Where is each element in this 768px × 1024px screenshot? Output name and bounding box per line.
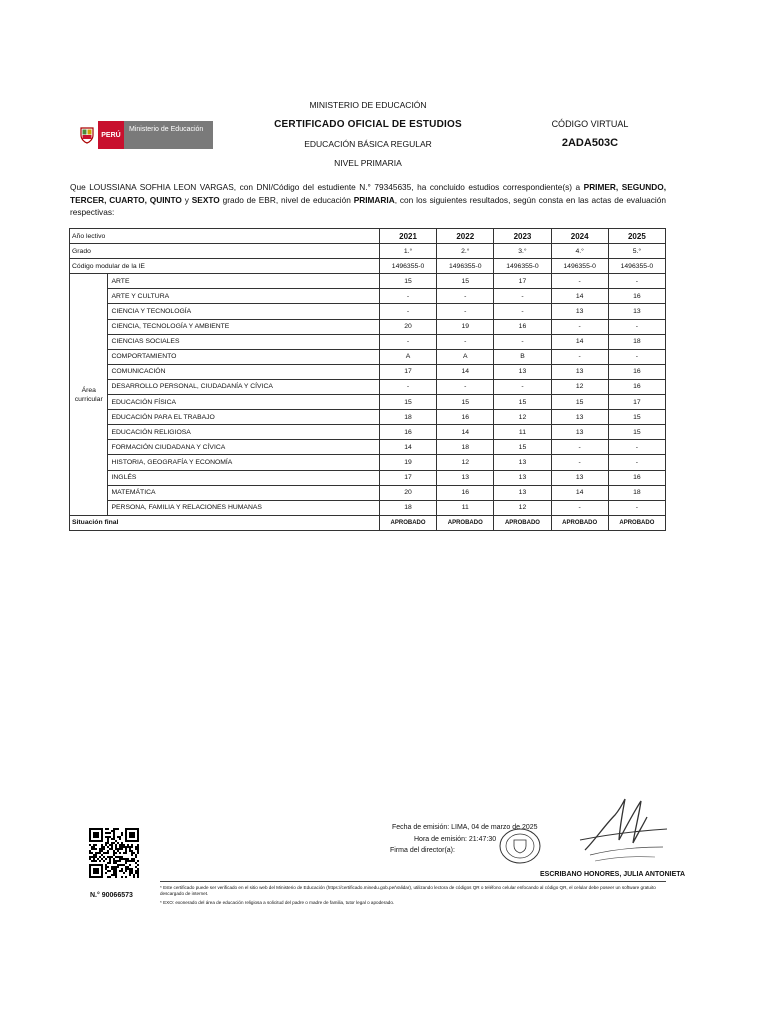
course-grade: 13 xyxy=(494,364,551,379)
logo-ministry: Ministerio de Educación xyxy=(124,121,213,149)
course-grade: - xyxy=(437,334,494,349)
statement-level: PRIMARIA xyxy=(353,194,395,205)
course-grade: - xyxy=(608,500,665,515)
course-grade: 17 xyxy=(379,470,436,485)
course-grade: 12 xyxy=(494,410,551,425)
final-status-row xyxy=(70,515,666,530)
course-grade: - xyxy=(494,334,551,349)
school-year-value: 2024 xyxy=(551,229,608,244)
grade-value: 1.° xyxy=(379,244,436,259)
course-name: CIENCIAS SOCIALES xyxy=(108,334,379,349)
modular-code-value: 1496355-0 xyxy=(494,259,551,274)
course-grade: 16 xyxy=(437,410,494,425)
school-year-value: 2025 xyxy=(608,229,665,244)
grade-value: 4.° xyxy=(551,244,608,259)
certificate-statement xyxy=(70,181,666,219)
course-grade: 19 xyxy=(437,319,494,334)
course-grade: 17 xyxy=(494,274,551,289)
course-grade: - xyxy=(494,304,551,319)
table-row xyxy=(70,470,666,485)
course-grade: 16 xyxy=(608,470,665,485)
course-grade: - xyxy=(608,319,665,334)
final-status-value: APROBADO xyxy=(379,515,436,530)
course-name: COMPORTAMIENTO xyxy=(108,349,379,364)
logo-country: PERÚ xyxy=(98,121,124,149)
course-grade: 13 xyxy=(551,364,608,379)
course-grade: - xyxy=(608,274,665,289)
table-row xyxy=(70,395,666,410)
course-grade: 13 xyxy=(608,304,665,319)
course-grade: - xyxy=(608,440,665,455)
modular-code-value: 1496355-0 xyxy=(437,259,494,274)
course-grade: 14 xyxy=(437,364,494,379)
course-grade: 15 xyxy=(494,440,551,455)
course-grade: - xyxy=(551,455,608,470)
school-year-value: 2022 xyxy=(437,229,494,244)
course-grade: 13 xyxy=(494,470,551,485)
course-name: ARTE xyxy=(108,274,379,289)
course-grade: - xyxy=(551,319,608,334)
course-grade: 17 xyxy=(379,364,436,379)
final-status-value: APROBADO xyxy=(437,515,494,530)
course-name: INGLÉS xyxy=(108,470,379,485)
course-grade: - xyxy=(437,304,494,319)
director-name: ESCRIBANO HONORES, JULIA ANTONIETA xyxy=(540,871,686,878)
serial-number: N.° 90066573 xyxy=(90,892,133,899)
course-grade: 18 xyxy=(437,440,494,455)
education-level: NIVEL PRIMARIA xyxy=(334,158,402,168)
footer-divider xyxy=(160,881,666,882)
course-grade: 14 xyxy=(551,485,608,500)
grade-value: 2.° xyxy=(437,244,494,259)
issue-date: Fecha de emisión: LIMA, 04 de marzo de 2025 xyxy=(392,824,538,831)
education-type: EDUCACIÓN BÁSICA REGULAR xyxy=(304,139,432,149)
final-status-value: APROBADO xyxy=(551,515,608,530)
course-name: MATEMÁTICA xyxy=(108,485,379,500)
minedu-logo xyxy=(76,121,213,149)
statement-part: Que LOUSSIANA SOFHIA LEON VARGAS, con DNI/Código del estudiente N.° 79345635, ha concluido estudios correspondiente(s) a xyxy=(70,182,584,192)
course-grade: 16 xyxy=(437,485,494,500)
modular-code-value: 1496355-0 xyxy=(379,259,436,274)
table-row xyxy=(70,304,666,319)
course-grade: 16 xyxy=(494,319,551,334)
course-grade: 13 xyxy=(437,470,494,485)
course-grade: - xyxy=(379,334,436,349)
course-name: ARTE Y CULTURA xyxy=(108,289,379,304)
virtual-code: 2ADA503C xyxy=(561,137,619,149)
course-grade: - xyxy=(494,289,551,304)
course-grade: - xyxy=(608,455,665,470)
school-year-value: 2021 xyxy=(379,229,436,244)
course-grade: 14 xyxy=(551,334,608,349)
course-grade: 19 xyxy=(379,455,436,470)
course-grade: 13 xyxy=(551,470,608,485)
table-row xyxy=(70,440,666,455)
course-name: COMUNICACIÓN xyxy=(108,364,379,379)
table-row xyxy=(70,334,666,349)
course-grade: 18 xyxy=(379,500,436,515)
course-grade: 18 xyxy=(608,485,665,500)
grades-table xyxy=(69,228,666,531)
course-grade: 12 xyxy=(494,500,551,515)
course-grade: - xyxy=(379,304,436,319)
course-grade: 15 xyxy=(608,410,665,425)
course-name: EDUCACIÓN PARA EL TRABAJO xyxy=(108,410,379,425)
ministry-name: MINISTERIO DE EDUCACIÓN xyxy=(309,100,427,110)
course-grade: 16 xyxy=(608,289,665,304)
course-grade: - xyxy=(379,379,436,394)
course-grade: 15 xyxy=(608,425,665,440)
table-row xyxy=(70,274,666,289)
course-grade: 15 xyxy=(379,274,436,289)
course-grade: 17 xyxy=(608,395,665,410)
statement-grades: PRIMER, SEGUNDO, TERCER, CUARTO, QUINTO xyxy=(70,182,666,205)
course-grade: - xyxy=(551,349,608,364)
modular-code-row xyxy=(70,259,666,274)
course-name: CIENCIA Y TECNOLOGÍA xyxy=(108,304,379,319)
course-name: EDUCACIÓN RELIGIOSA xyxy=(108,425,379,440)
table-row xyxy=(70,425,666,440)
course-grade: 13 xyxy=(551,304,608,319)
course-name: HISTORIA, GEOGRAFÍA Y ECONOMÍA xyxy=(108,455,379,470)
course-grade: 13 xyxy=(494,455,551,470)
course-grade: 15 xyxy=(551,395,608,410)
course-grade: - xyxy=(608,349,665,364)
course-grade: 15 xyxy=(494,395,551,410)
final-status-value: APROBADO xyxy=(494,515,551,530)
course-grade: 11 xyxy=(437,500,494,515)
table-row xyxy=(70,319,666,334)
virtual-code-label: CÓDIGO VIRTUAL xyxy=(551,119,629,129)
course-grade: 15 xyxy=(437,274,494,289)
statement-part: grado de EBR, nivel de educación xyxy=(219,194,354,205)
table-row xyxy=(70,500,666,515)
course-grade: 13 xyxy=(494,485,551,500)
modular-code-label: Código modular de la IE xyxy=(70,259,380,274)
course-grade: - xyxy=(551,274,608,289)
course-grade: 13 xyxy=(551,410,608,425)
table-row xyxy=(70,379,666,394)
final-status-label: Situación final xyxy=(70,515,380,530)
course-grade: - xyxy=(437,379,494,394)
statement-and: y xyxy=(181,194,192,205)
course-grade: A xyxy=(379,349,436,364)
course-grade: - xyxy=(551,500,608,515)
course-grade: A xyxy=(437,349,494,364)
grade-value: 5.° xyxy=(608,244,665,259)
table-row xyxy=(70,289,666,304)
course-grade: 16 xyxy=(379,425,436,440)
course-grade: 16 xyxy=(608,364,665,379)
course-name: EDUCACIÓN FÍSICA xyxy=(108,395,379,410)
course-grade: 14 xyxy=(379,440,436,455)
statement-last-grade: SEXTO xyxy=(191,194,220,205)
final-status-value: APROBADO xyxy=(608,515,665,530)
coat-of-arms-icon xyxy=(76,121,98,149)
course-grade: 13 xyxy=(551,425,608,440)
modular-code-value: 1496355-0 xyxy=(551,259,608,274)
course-grade: 12 xyxy=(551,379,608,394)
course-grade: 18 xyxy=(608,334,665,349)
course-grade: 16 xyxy=(608,379,665,394)
course-grade: 14 xyxy=(437,425,494,440)
director-signature-label: Firma del director(a): xyxy=(390,847,455,854)
grade-value: 3.° xyxy=(494,244,551,259)
curricular-area-label: Área curricular xyxy=(70,274,108,516)
course-name: PERSONA, FAMILIA Y RELACIONES HUMANAS xyxy=(108,500,379,515)
school-year-label: Año lectivo xyxy=(70,229,380,244)
course-grade: B xyxy=(494,349,551,364)
course-name: FORMACIÓN CIUDADANA Y CÍVICA xyxy=(108,440,379,455)
exoneration-note: * EXO: exonerado del área de educación religiosa a solicitud del padre o madre de familia, tutor legal o apoderado. xyxy=(160,900,395,905)
table-row xyxy=(70,410,666,425)
school-year-value: 2023 xyxy=(494,229,551,244)
table-row xyxy=(70,349,666,364)
grade-label: Grado xyxy=(70,244,380,259)
course-grade: 15 xyxy=(437,395,494,410)
course-grade: 11 xyxy=(494,425,551,440)
issue-time: Hora de emisión: 21:47:30 xyxy=(414,836,497,843)
course-name: DESARROLLO PERSONAL, CIUDADANÍA Y CÍVICA xyxy=(108,379,379,394)
director-signature xyxy=(575,795,670,875)
school-year-row xyxy=(70,229,666,244)
grade-row xyxy=(70,244,666,259)
course-grade: 14 xyxy=(551,289,608,304)
qr-code xyxy=(89,828,139,878)
course-grade: 18 xyxy=(379,410,436,425)
verification-note: * Este certificado puede ser verificado en el sitio web del Ministerio de Educación (https://certificado.minedu.gob.pe/Validar), utilizando lectora de códigos QR o teléfono celular enfocando al código QR, el celular debe poseer un software gratuito descargado de internet. xyxy=(160,885,656,896)
course-grade: - xyxy=(437,289,494,304)
course-grade: - xyxy=(379,289,436,304)
course-grade: - xyxy=(551,440,608,455)
statement-part: , con los siguientes resultados, según consta en las actas de evaluación respectivas: xyxy=(70,194,666,217)
table-row xyxy=(70,455,666,470)
course-grade: 15 xyxy=(379,395,436,410)
course-grade: - xyxy=(494,379,551,394)
modular-code-value: 1496355-0 xyxy=(608,259,665,274)
table-row xyxy=(70,485,666,500)
table-row xyxy=(70,364,666,379)
document-title: CERTIFICADO OFICIAL DE ESTUDIOS xyxy=(274,119,462,130)
course-grade: 20 xyxy=(379,485,436,500)
official-seal-icon xyxy=(498,826,542,871)
course-name: CIENCIA, TECNOLOGÍA Y AMBIENTE xyxy=(108,319,379,334)
course-grade: 20 xyxy=(379,319,436,334)
course-grade: 12 xyxy=(437,455,494,470)
